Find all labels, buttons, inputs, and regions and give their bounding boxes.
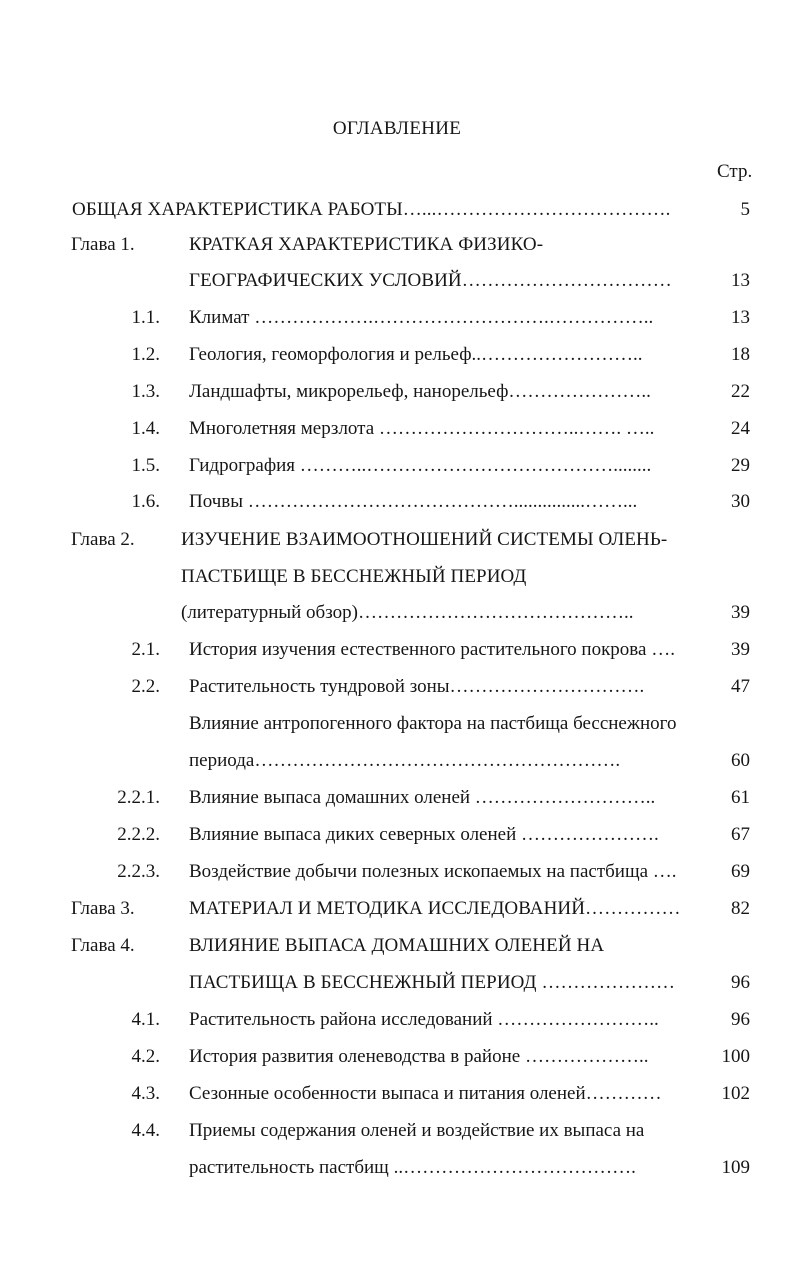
toc-entry-page: 61 xyxy=(731,787,750,808)
toc-section-number: 4.1. xyxy=(131,1009,160,1030)
toc-entry xyxy=(0,453,794,479)
toc-section-number: 1.5. xyxy=(131,455,160,476)
toc-section-number: 2.2.1. xyxy=(117,787,160,808)
toc-entry-page: 100 xyxy=(721,1046,750,1067)
toc-entry-page: 47 xyxy=(731,676,750,697)
toc-entry-text: Влияние выпаса домашних оленей ……………………….. xyxy=(189,787,656,808)
toc-entry-page: 22 xyxy=(731,381,750,402)
toc-chapter xyxy=(0,232,794,258)
toc-entry-page: 30 xyxy=(731,491,750,512)
toc-entry-text: МАТЕРИАЛ И МЕТОДИКА ИССЛЕДОВАНИЙ…………… xyxy=(189,898,681,919)
toc-chapter-number: Глава 2. xyxy=(71,529,135,550)
toc-entry xyxy=(0,564,794,590)
toc-entry-text: Влияние антропогенного фактора на пастбища бесснежного xyxy=(189,713,677,734)
toc-entry-text: растительность пастбищ ..………………………………. xyxy=(189,1157,636,1178)
toc-entry xyxy=(0,748,794,774)
toc-chapter-number: Глава 1. xyxy=(71,234,135,255)
toc-entry-text: Климат ……………….……………………….…………….. xyxy=(189,307,654,328)
toc-entry xyxy=(0,600,794,626)
toc-entry-text: Ландшафты, микрорельеф, нанорельеф………………….. xyxy=(189,381,651,402)
toc-entry-text: Почвы ……………………………………...............……... xyxy=(189,491,638,512)
toc-entry xyxy=(0,859,794,885)
toc-chapter-number: Глава 4. xyxy=(71,935,135,956)
toc-section-number: 4.3. xyxy=(131,1083,160,1104)
toc-entry-page: 5 xyxy=(740,199,750,220)
toc-entry xyxy=(0,637,794,663)
toc-section-number: 1.3. xyxy=(131,381,160,402)
toc-entry xyxy=(0,1155,794,1181)
toc-entry-text: ГЕОГРАФИЧЕСКИХ УСЛОВИЙ…………………………… xyxy=(189,270,672,291)
toc-entry-text: (литературный обзор)…………………………………….. xyxy=(181,602,634,623)
toc-section-number: 2.1. xyxy=(131,639,160,660)
toc-entry-text: Влияние выпаса диких северных оленей …………………. xyxy=(189,824,659,845)
toc-entry-text: Растительность района исследований …………………….. xyxy=(189,1009,659,1030)
toc-entry-text: История изучения естественного растительного покрова …. xyxy=(189,639,675,660)
toc-entry xyxy=(0,416,794,442)
toc-entry xyxy=(0,379,794,405)
toc-entry-page: 13 xyxy=(731,270,750,291)
page-title: ОГЛАВЛЕНИЕ xyxy=(332,118,462,139)
toc-entry-text: ВЛИЯНИЕ ВЫПАСА ДОМАШНИХ ОЛЕНЕЙ НА xyxy=(189,935,605,956)
toc-chapter xyxy=(0,933,794,959)
toc-entry xyxy=(0,822,794,848)
toc-entry-page: 102 xyxy=(721,1083,750,1104)
toc-section-number: 1.4. xyxy=(131,418,160,439)
toc-entry-page: 60 xyxy=(731,750,750,771)
page-column-label: Стр. xyxy=(717,161,753,182)
toc-entry-text: ПАСТБИЩА В БЕССНЕЖНЫЙ ПЕРИОД ………………… xyxy=(189,972,676,993)
toc-entry-text: КРАТКАЯ ХАРАКТЕРИСТИКА ФИЗИКО- xyxy=(189,234,544,255)
toc-entry-text: История развития оленеводства в районе ……………….. xyxy=(189,1046,649,1067)
toc-entry-text: ПАСТБИЩЕ В БЕССНЕЖНЫЙ ПЕРИОД xyxy=(181,566,527,587)
toc-entry-page: 96 xyxy=(731,1009,750,1030)
toc-entry xyxy=(0,970,794,996)
toc-entry xyxy=(0,1081,794,1107)
toc-section-number: 1.1. xyxy=(131,307,160,328)
toc-entry-text: периода…………………………………………………. xyxy=(189,750,621,771)
toc-chapter xyxy=(0,896,794,922)
toc-chapter xyxy=(0,527,794,553)
toc-entry-text: Растительность тундровой зоны…………………………. xyxy=(189,676,645,697)
toc-entry-text: Сезонные особенности выпаса и питания оленей………… xyxy=(189,1083,662,1104)
toc-entry xyxy=(0,1118,794,1144)
toc-entry xyxy=(0,1007,794,1033)
toc-entry-page: 67 xyxy=(731,824,750,845)
toc-chapter-number: Глава 3. xyxy=(71,898,135,919)
toc-entry-text: Воздействие добычи полезных ископаемых на пастбища …. xyxy=(189,861,677,882)
toc-entry-page: 39 xyxy=(731,602,750,623)
toc-entry xyxy=(0,197,794,223)
toc-entry xyxy=(0,268,794,294)
toc-section-number: 4.2. xyxy=(131,1046,160,1067)
toc-section-number: 2.2.2. xyxy=(117,824,160,845)
toc-entry-page: 96 xyxy=(731,972,750,993)
toc-entry xyxy=(0,785,794,811)
toc-entry-text: ОБЩАЯ ХАРАКТЕРИСТИКА РАБОТЫ…...………………………………. xyxy=(72,199,671,220)
toc-section-number: 2.2. xyxy=(131,676,160,697)
toc-entry-page: 39 xyxy=(731,639,750,660)
toc-entry-page: 109 xyxy=(721,1157,750,1178)
toc-entry xyxy=(0,305,794,331)
toc-entry xyxy=(0,489,794,515)
toc-entry xyxy=(0,674,794,700)
toc-entry xyxy=(0,711,794,737)
toc-entry-text: Геология, геоморфология и рельеф..…………………….. xyxy=(189,344,643,365)
toc-entry-text: Приемы содержания оленей и воздействие их выпаса на xyxy=(189,1120,645,1141)
toc-entry-page: 82 xyxy=(731,898,750,919)
toc-entry xyxy=(0,1044,794,1070)
toc-section-number: 1.2. xyxy=(131,344,160,365)
toc-entry-page: 18 xyxy=(731,344,750,365)
toc-entry-page: 69 xyxy=(731,861,750,882)
toc-section-number: 4.4. xyxy=(131,1120,160,1141)
toc-section-number: 2.2.3. xyxy=(117,861,160,882)
toc-entry-text: Многолетняя мерзлота …………………………..……. ….. xyxy=(189,418,655,439)
toc-entry-page: 29 xyxy=(731,455,750,476)
toc-entry-text: ИЗУЧЕНИЕ ВЗАИМООТНОШЕНИЙ СИСТЕМЫ ОЛЕНЬ- xyxy=(181,529,668,550)
toc-entry-text: Гидрография ………..…………………………………........ xyxy=(189,455,652,476)
toc-entry-page: 24 xyxy=(731,418,750,439)
toc-entry-page: 13 xyxy=(731,307,750,328)
toc-section-number: 1.6. xyxy=(131,491,160,512)
toc-entry xyxy=(0,342,794,368)
